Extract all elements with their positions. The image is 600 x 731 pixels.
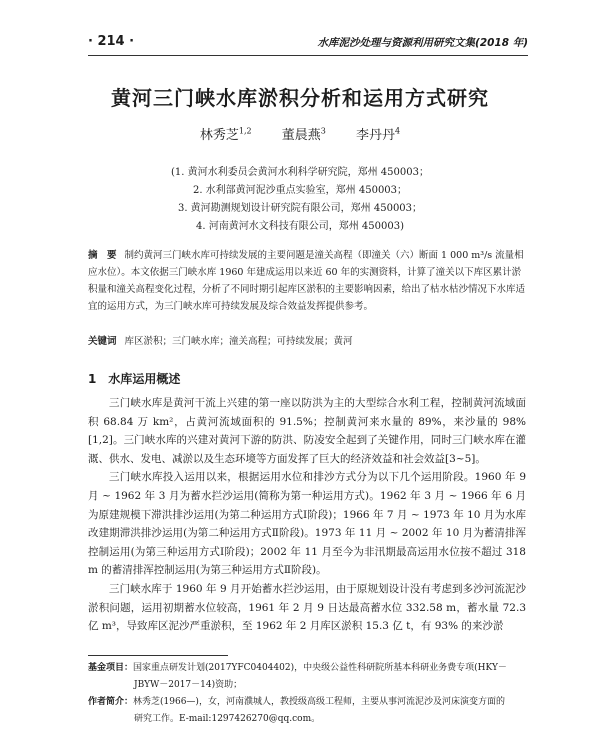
author-list	[0, 124, 600, 143]
header-rule	[88, 55, 528, 56]
abstract-label: 摘 要	[88, 250, 117, 261]
author-bio-label: 作者简介：	[88, 697, 134, 707]
section-heading	[88, 370, 180, 387]
page-number: · 214 ·	[88, 34, 135, 49]
author-name: 林秀芝	[199, 128, 239, 143]
author-affiliation-mark: 4	[395, 126, 401, 136]
body-text	[88, 394, 526, 636]
paragraph: 三门峡水库是黄河干流上兴建的第一座以防洪为主的大型综合水利工程，控制黄河流域面积 68.84 万 km²，占黄河流域面积的 91.5%；控制黄河来水量的 89%，来沙量的 98%[1,2]。三门峡水库的兴建对黄河下游的防洪、防凌安全起到了关键作用，同时三门峡水库在灌溉、供水、发电、减淤以及生态环境等方面发挥了巨大的经济效益和社会效益[3~5]。	[88, 397, 526, 465]
author-bio-continued: 研究工作。E-mail:1297426270@qq.com。	[134, 714, 321, 724]
paragraph: 三门峡水库于 1960 年 9 月开始蓄水拦沙运用，由于原规划设计没有考虑到多沙河流泥沙淤积问题，运用初期蓄水位较高，1961 年 2 月 9 日达最高蓄水位 332.58 m，蓄水量 72.3 亿 m³，导致库区泥沙严重淤积，至 1962 年 2 月库区淤积 15.3 亿 t，有 93% 的来沙淤	[88, 582, 526, 633]
author-name: 李丹丹	[356, 128, 396, 143]
author-affiliation-mark: 1,2	[238, 126, 252, 136]
author-bio-note	[88, 694, 528, 711]
author-name: 董晨燕	[281, 128, 321, 143]
funding-label: 基金项目：	[88, 663, 134, 673]
funding-note	[88, 660, 528, 677]
affiliation-line: 4. 河南黄河水文科技有限公司，郑州 450003)	[196, 221, 404, 232]
author	[356, 124, 400, 143]
funding-text: 国家重点研发计划(2017YFC0404402)，中央级公益性科研院所基本科研业务费专项(HKY－	[133, 663, 507, 673]
section-number: 1	[88, 372, 97, 386]
keywords-text: 库区淤积；三门峡水库；潼关高程；可持续发展；黄河	[124, 336, 353, 347]
paper-title: 黄河三门峡水库淤积分析和运用方式研究	[111, 86, 489, 110]
affiliation-line: 3. 黄河勘测规划设计研究院有限公司，郑州 450003；	[177, 203, 423, 214]
affiliation-line: 2. 水利部黄河泥沙重点实验室，郑州 450003；	[192, 185, 408, 196]
footnote-rule	[88, 655, 228, 656]
affiliation-line: (1. 黄河水利委员会黄河水利科学研究院，郑州 450003；	[171, 167, 429, 178]
journal-title: 水库泥沙处理与资源利用研究文集(2018 年)	[317, 37, 528, 49]
affiliations	[0, 164, 600, 236]
funding-note-continued: JBYW－2017－14)资助；	[134, 680, 243, 690]
section-title: 水库运用概述	[108, 372, 181, 386]
abstract	[88, 247, 526, 315]
paragraph: 三门峡水库投入运用以来，根据运用水位和排沙方式分为以下几个运用阶段。1960 年 9 月 ~ 1962 年 3 月为蓄水拦沙运用(简称为第一种运用方式)。1962 年 3 月 ~ 1966 年 6 月为原建规模下滞洪排沙运用(为第二种运用方式Ⅰ阶段)；1966 年 7 月 ~ 1973 年 10 月为水库改建期滞洪排沙运用(为第二种运用方式Ⅱ阶段)。1973 年 11 月 ~ 2002 年 10 月为蓄清排浑控制运用(为第三种运用方式Ⅰ阶段)；2002 年 11 月至今为非汛期最高运用水位按不超过 318 m 的蓄清排浑控制运用(为第三种运用方式Ⅱ阶段)。	[88, 471, 526, 577]
keywords-label: 关键词	[88, 336, 117, 347]
author-affiliation-mark: 3	[320, 126, 326, 136]
running-head	[88, 34, 528, 52]
footnotes	[88, 660, 528, 728]
abstract-text: 制约黄河三门峡水库可持续发展的主要问题是潼关高程（即潼关（六）断面 1 000 m³/s 流量相应水位）。本文依据三门峡水库 1960 年建成运用以来近 60 年的实测资料，计算了潼关以下库区累计淤积量和潼关高程变化过程，分析了不同时期引起库区淤积的主要影响因素，给出了枯水枯沙情况下水库适宜的运用方式，为三门峡水库可持续发展及综合效益发挥提供参考。	[88, 250, 526, 312]
author	[282, 124, 326, 143]
author-bio-text: 林秀芝(1966—)，女，河南濮城人，教授级高级工程师，主要从事河流泥沙及河床演变方面的	[133, 697, 505, 707]
author	[200, 124, 252, 143]
keywords	[88, 333, 526, 350]
